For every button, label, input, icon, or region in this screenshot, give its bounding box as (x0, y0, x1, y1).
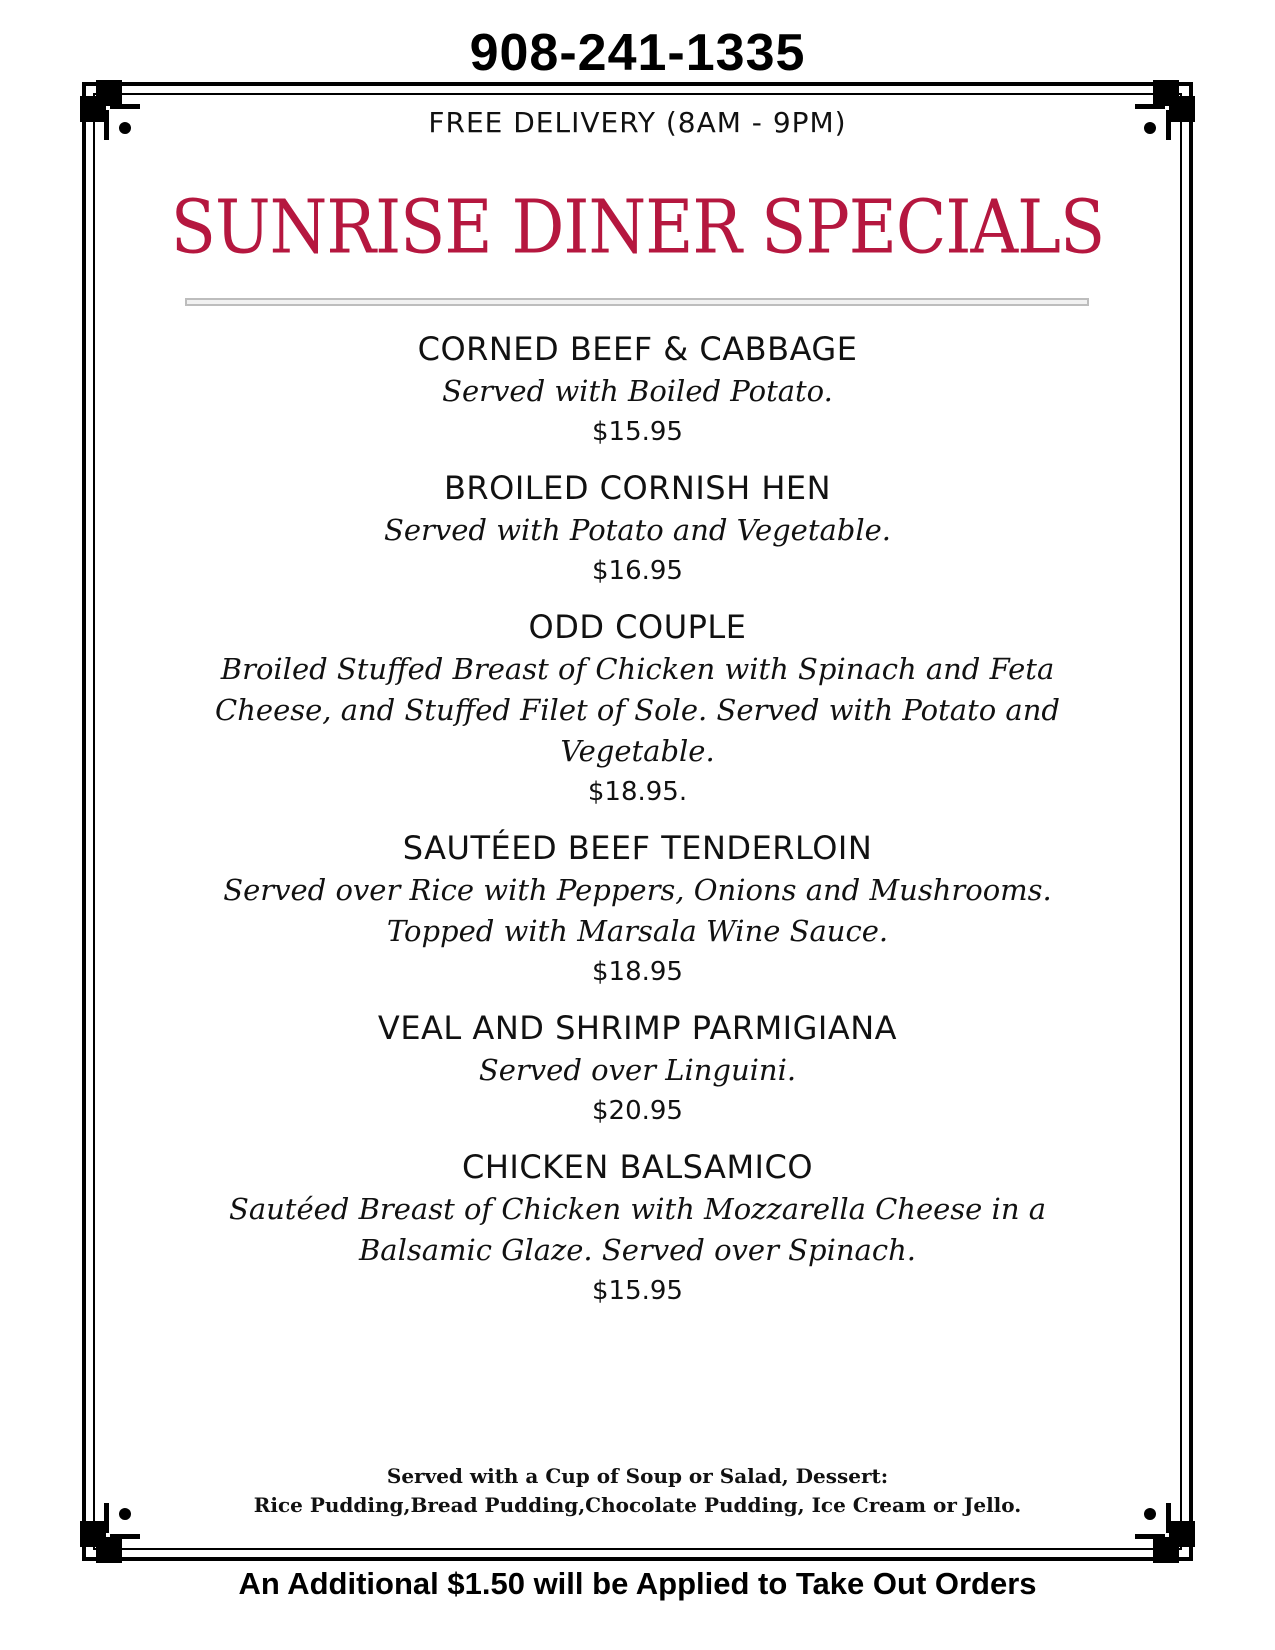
item-price: $20.95 (592, 1096, 683, 1126)
menu-item (190, 1006, 1085, 1131)
item-price: $16.95 (592, 556, 683, 586)
included-sides-note (0, 1462, 1275, 1520)
item-description: Served with Potato and Vegetable. (383, 513, 892, 547)
item-description: Sautéed Breast of Chicken with Mozzarella Cheese in a (228, 1192, 1047, 1226)
item-name: SAUTÉED BEEF TENDERLOIN (402, 829, 873, 867)
menu-item (190, 327, 1085, 452)
phone-number: 908-241-1335 (469, 24, 806, 82)
item-price: $15.95 (592, 417, 683, 447)
item-description: Broiled Stuffed Breast of Chicken with Spinach and Feta (220, 652, 1055, 686)
takeout-surcharge-note: An Additional $1.50 will be Applied to Take Out Orders (238, 1566, 1037, 1601)
item-price: $18.95 (592, 957, 683, 987)
served-with-line: Served with a Cup of Soup or Salad, Dessert: (386, 1464, 889, 1488)
menu-item (190, 1145, 1085, 1311)
menu-title: SUNRISE DINER SPECIALS (170, 184, 1105, 271)
specials-list (190, 327, 1085, 1325)
item-description: Served with Boiled Potato. (442, 374, 833, 408)
menu-item (190, 466, 1085, 591)
title-divider (185, 298, 1089, 306)
item-description: Cheese, and Stuffed Filet of Sole. Served with Potato and (215, 693, 1060, 727)
item-description: Topped with Marsala Wine Sauce. (386, 914, 889, 948)
item-name: ODD COUPLE (528, 608, 747, 646)
item-name: CHICKEN BALSAMICO (461, 1148, 814, 1186)
item-description: Balsamic Glaze. Served over Spinach. (358, 1233, 916, 1267)
dessert-options-line: Rice Pudding,Bread Pudding,Chocolate Pudding, Ice Cream or Jello. (253, 1493, 1022, 1517)
delivery-hours: FREE DELIVERY (8AM - 9PM) (428, 106, 847, 139)
menu-item (190, 605, 1085, 812)
item-name: BROILED CORNISH HEN (443, 469, 832, 507)
item-name: CORNED BEEF & CABBAGE (417, 330, 858, 368)
item-name: VEAL AND SHRIMP PARMIGIANA (377, 1009, 898, 1047)
item-price: $15.95 (592, 1276, 683, 1306)
item-description: Served over Rice with Peppers, Onions and Mushrooms. (223, 873, 1052, 907)
item-description: Vegetable. (560, 734, 715, 768)
menu-item (190, 826, 1085, 992)
item-price: $18.95. (587, 777, 688, 807)
item-description: Served over Linguini. (478, 1053, 797, 1087)
